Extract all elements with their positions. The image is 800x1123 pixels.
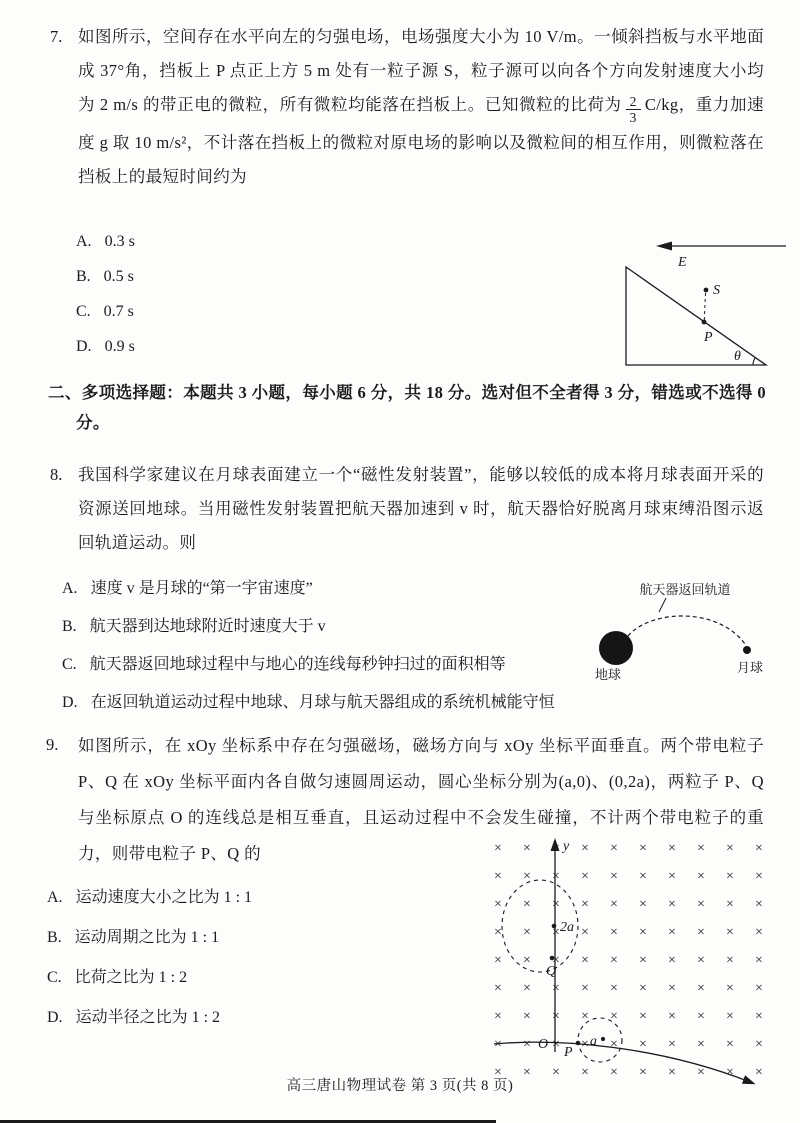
fraction-two-thirds [626,94,641,126]
option-8-d [62,684,800,722]
option-text: 速度 v 是月球的“第一宇宙速度” [90,580,313,597]
option-label: A. [47,889,63,906]
field-label: E [678,255,687,270]
option-text: 航天器到达地球附近时速度大于 v [89,618,326,635]
center-a-label: a [590,1034,597,1049]
page-footer: 高三唐山物理试卷 第 3 页(共 8 页) [286,1078,514,1094]
section-2-heading: 二、多项选择题：本题共 3 小题，每小题 6 分，共 18 分。选对但不全者得 3 分，错选或不选得 0 分。 [48,383,766,432]
option-label: C. [76,303,91,320]
question-7-body [0,20,800,198]
source-label: S [713,283,720,298]
option-label: C. [62,656,77,673]
return-trajectory [628,616,745,644]
orbit-label: 航天器返回轨道 [639,582,731,597]
option-text: 航天器返回地球过程中与地心的连线每秒钟扫过的面积相等 [89,656,506,673]
question-9-number: 9. [46,735,59,754]
center-2a-point [552,924,557,929]
question-8-number: 8. [50,465,63,484]
earth-label: 地球 [594,667,622,682]
figure-incline-field [616,230,794,378]
arrowhead-icon [656,242,672,251]
p-particle-label: P [564,1045,573,1060]
option-text: 运动周期之比为 1 : 1 [74,929,220,946]
option-text: 0.7 s [103,303,134,320]
question-7-text-part1: 如图所示，空间存在水平向左的匀强电场，电场强度大小为 10 V/m。一倾斜挡板与水平地面成 37°角，挡板上 P 点正上方 5 m 处有一粒子源 S，粒子源可以向各个方向发射速度大小均为 2 m/s 的带正电的微粒，所有微粒均能落在挡板上。已知微粒的比荷为 [78,27,764,114]
incline-triangle [626,267,766,365]
question-8-text: 我国科学家建议在月球表面建立一个“磁性发射装置”，能够以较低的成本将月球表面开采的资源送回地球。当用磁性发射装置把航天器加速到 v 时，航天器恰好脱离月球束缚沿图示返回轨道运动。则 [78,465,764,552]
fraction-denominator: 3 [629,110,637,126]
y-axis-label: y [563,839,570,854]
option-label: A. [76,233,92,250]
option-label: B. [62,618,77,635]
option-text: 在返回轨道运动过程中地球、月球与航天器组成的系统机械能守恒 [90,694,555,711]
option-label: A. [62,580,78,597]
option-text: 0.5 s [103,268,134,285]
orbit-leader-line [659,598,666,612]
question-7-text-part2: C/kg，重力加速度 g 取 10 m/s²，不计落在挡板上的微粒对原电场的影响以及微粒间的相互作用，则微粒落在挡板上的最短时间约为 [78,95,764,186]
option-label: D. [47,1009,63,1026]
question-9-text: 如图所示，在 xOy 坐标系中存在匀强磁场，磁场方向与 xOy 坐标平面垂直。两个带电粒子 P、Q 在 xOy 坐标平面内各自做匀速圆周运动，圆心坐标分别为(a,0)、(0,2a)，两粒子 P、Q 与坐标原点 O 的连线总是相互垂直，且运动过程中不会发生碰撞，不计两个带电粒子的重力，则带电粒子 P、Q 的 [78,736,764,863]
field-arrow-left [656,242,786,251]
moon-label: 月球 [736,660,764,675]
option-text: 0.9 s [104,338,135,355]
figure-magnetic-field [488,834,794,1086]
moon-icon [743,646,751,654]
option-label: D. [62,694,78,711]
center-a-point [601,1037,605,1041]
center-2a-label: 2a [560,920,574,935]
option-text: 比荷之比为 1 : 2 [74,969,188,986]
option-text: 运动半径之比为 1 : 2 [75,1009,221,1026]
origin-label: O [538,1037,549,1052]
p-particle-point [576,1041,581,1046]
option-label: D. [76,338,92,355]
source-point [704,288,709,293]
vertical-dashed-line [704,293,705,320]
option-label: B. [47,929,62,946]
option-label: C. [47,969,62,986]
question-7-number: 7. [50,27,63,46]
question-8-body [0,458,800,560]
figure-moon-return-orbit [582,580,796,688]
question-7-text [78,20,764,198]
angle-label: θ [734,349,741,364]
earth-icon [599,631,633,665]
p-point [702,320,707,325]
angle-arc [753,358,755,365]
option-text: 运动速度大小之比为 1 : 1 [75,889,253,906]
option-text: 0.3 s [104,233,135,250]
option-label: B. [76,268,91,285]
q-particle-point [550,956,555,961]
p-label: P [704,330,713,345]
q-particle-label: Q [545,964,557,979]
fraction-numerator: 2 [626,94,641,111]
